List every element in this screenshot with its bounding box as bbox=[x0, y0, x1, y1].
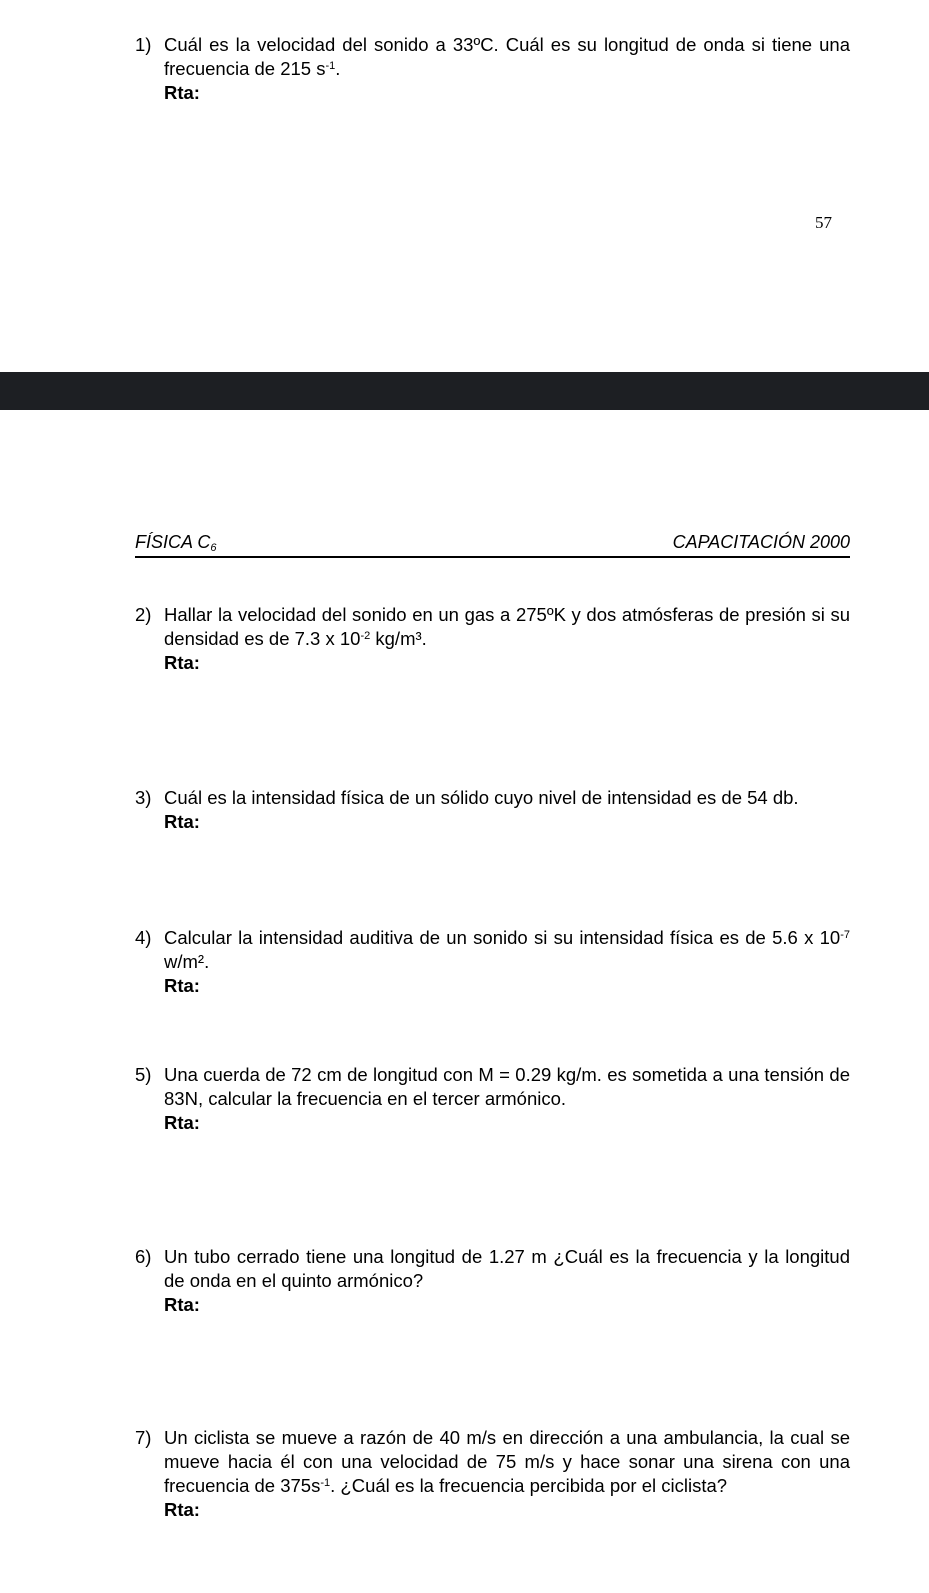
question-text: Hallar la velocidad del sonido en un gas a 275ºK y dos atmósferas de presión si su densidad es de 7.3 x $10^{-2}$ kg/m³. bbox=[164, 604, 850, 649]
question-3 bbox=[135, 786, 850, 834]
question-number: 1) bbox=[135, 34, 152, 55]
answer-label: Rta: bbox=[164, 1499, 200, 1520]
page-number: 57 bbox=[815, 213, 832, 232]
answer-label: Rta: bbox=[164, 1112, 200, 1133]
page-header bbox=[135, 530, 850, 558]
answer-label: Rta: bbox=[164, 811, 200, 832]
answer-label: Rta: bbox=[164, 1294, 200, 1315]
question-number: 6) bbox=[135, 1246, 152, 1267]
question-6 bbox=[135, 1245, 850, 1317]
answer-label: Rta: bbox=[164, 975, 200, 996]
question-5 bbox=[135, 1063, 850, 1135]
question-1 bbox=[135, 33, 850, 105]
question-number: 4) bbox=[135, 927, 152, 948]
question-4 bbox=[135, 926, 850, 998]
question-number: 5) bbox=[135, 1064, 152, 1085]
question-text: Calcular la intensidad auditiva de un sonido si su intensidad física es de 5.6 x $10^{-7}$ w/m². bbox=[164, 927, 850, 972]
question-text: Un tubo cerrado tiene una longitud de 1.27 m ¿Cuál es la frecuencia y la longitud de onda en el quinto armónico? bbox=[164, 1246, 850, 1291]
question-text: Una cuerda de 72 cm de longitud con M = 0.29 kg/m. es sometida a una tensión de 83N, calcular la frecuencia en el tercer armónico. bbox=[164, 1064, 850, 1109]
header-title: CAPACITACIÓN 2000 bbox=[672, 532, 850, 552]
question-7 bbox=[135, 1426, 850, 1522]
question-text: Cuál es la intensidad física de un sólido cuyo nivel de intensidad es de 54 db. bbox=[164, 787, 799, 808]
question-number: 3) bbox=[135, 787, 152, 808]
header-subject: FÍSICA $C_6$ bbox=[135, 532, 217, 554]
answer-label: Rta: bbox=[164, 652, 200, 673]
question-text: Cuál es la velocidad del sonido a 33ºC. Cuál es su longitud de onda si tiene una frecuencia de 215 $s^{-1}$. bbox=[164, 34, 850, 79]
question-number: 2) bbox=[135, 604, 152, 625]
question-number: 7) bbox=[135, 1427, 152, 1448]
question-2 bbox=[135, 603, 850, 675]
page-separator-band bbox=[0, 372, 929, 410]
answer-label: Rta: bbox=[164, 82, 200, 103]
question-text: Un ciclista se mueve a razón de 40 m/s en dirección a una ambulancia, la cual se mueve hacia él con una velocidad de 75 m/s y hace sonar una sirena con una frecuencia de $375s^{-1}$. ¿Cuál es la frecuencia percibida por el ciclista? bbox=[164, 1427, 850, 1496]
